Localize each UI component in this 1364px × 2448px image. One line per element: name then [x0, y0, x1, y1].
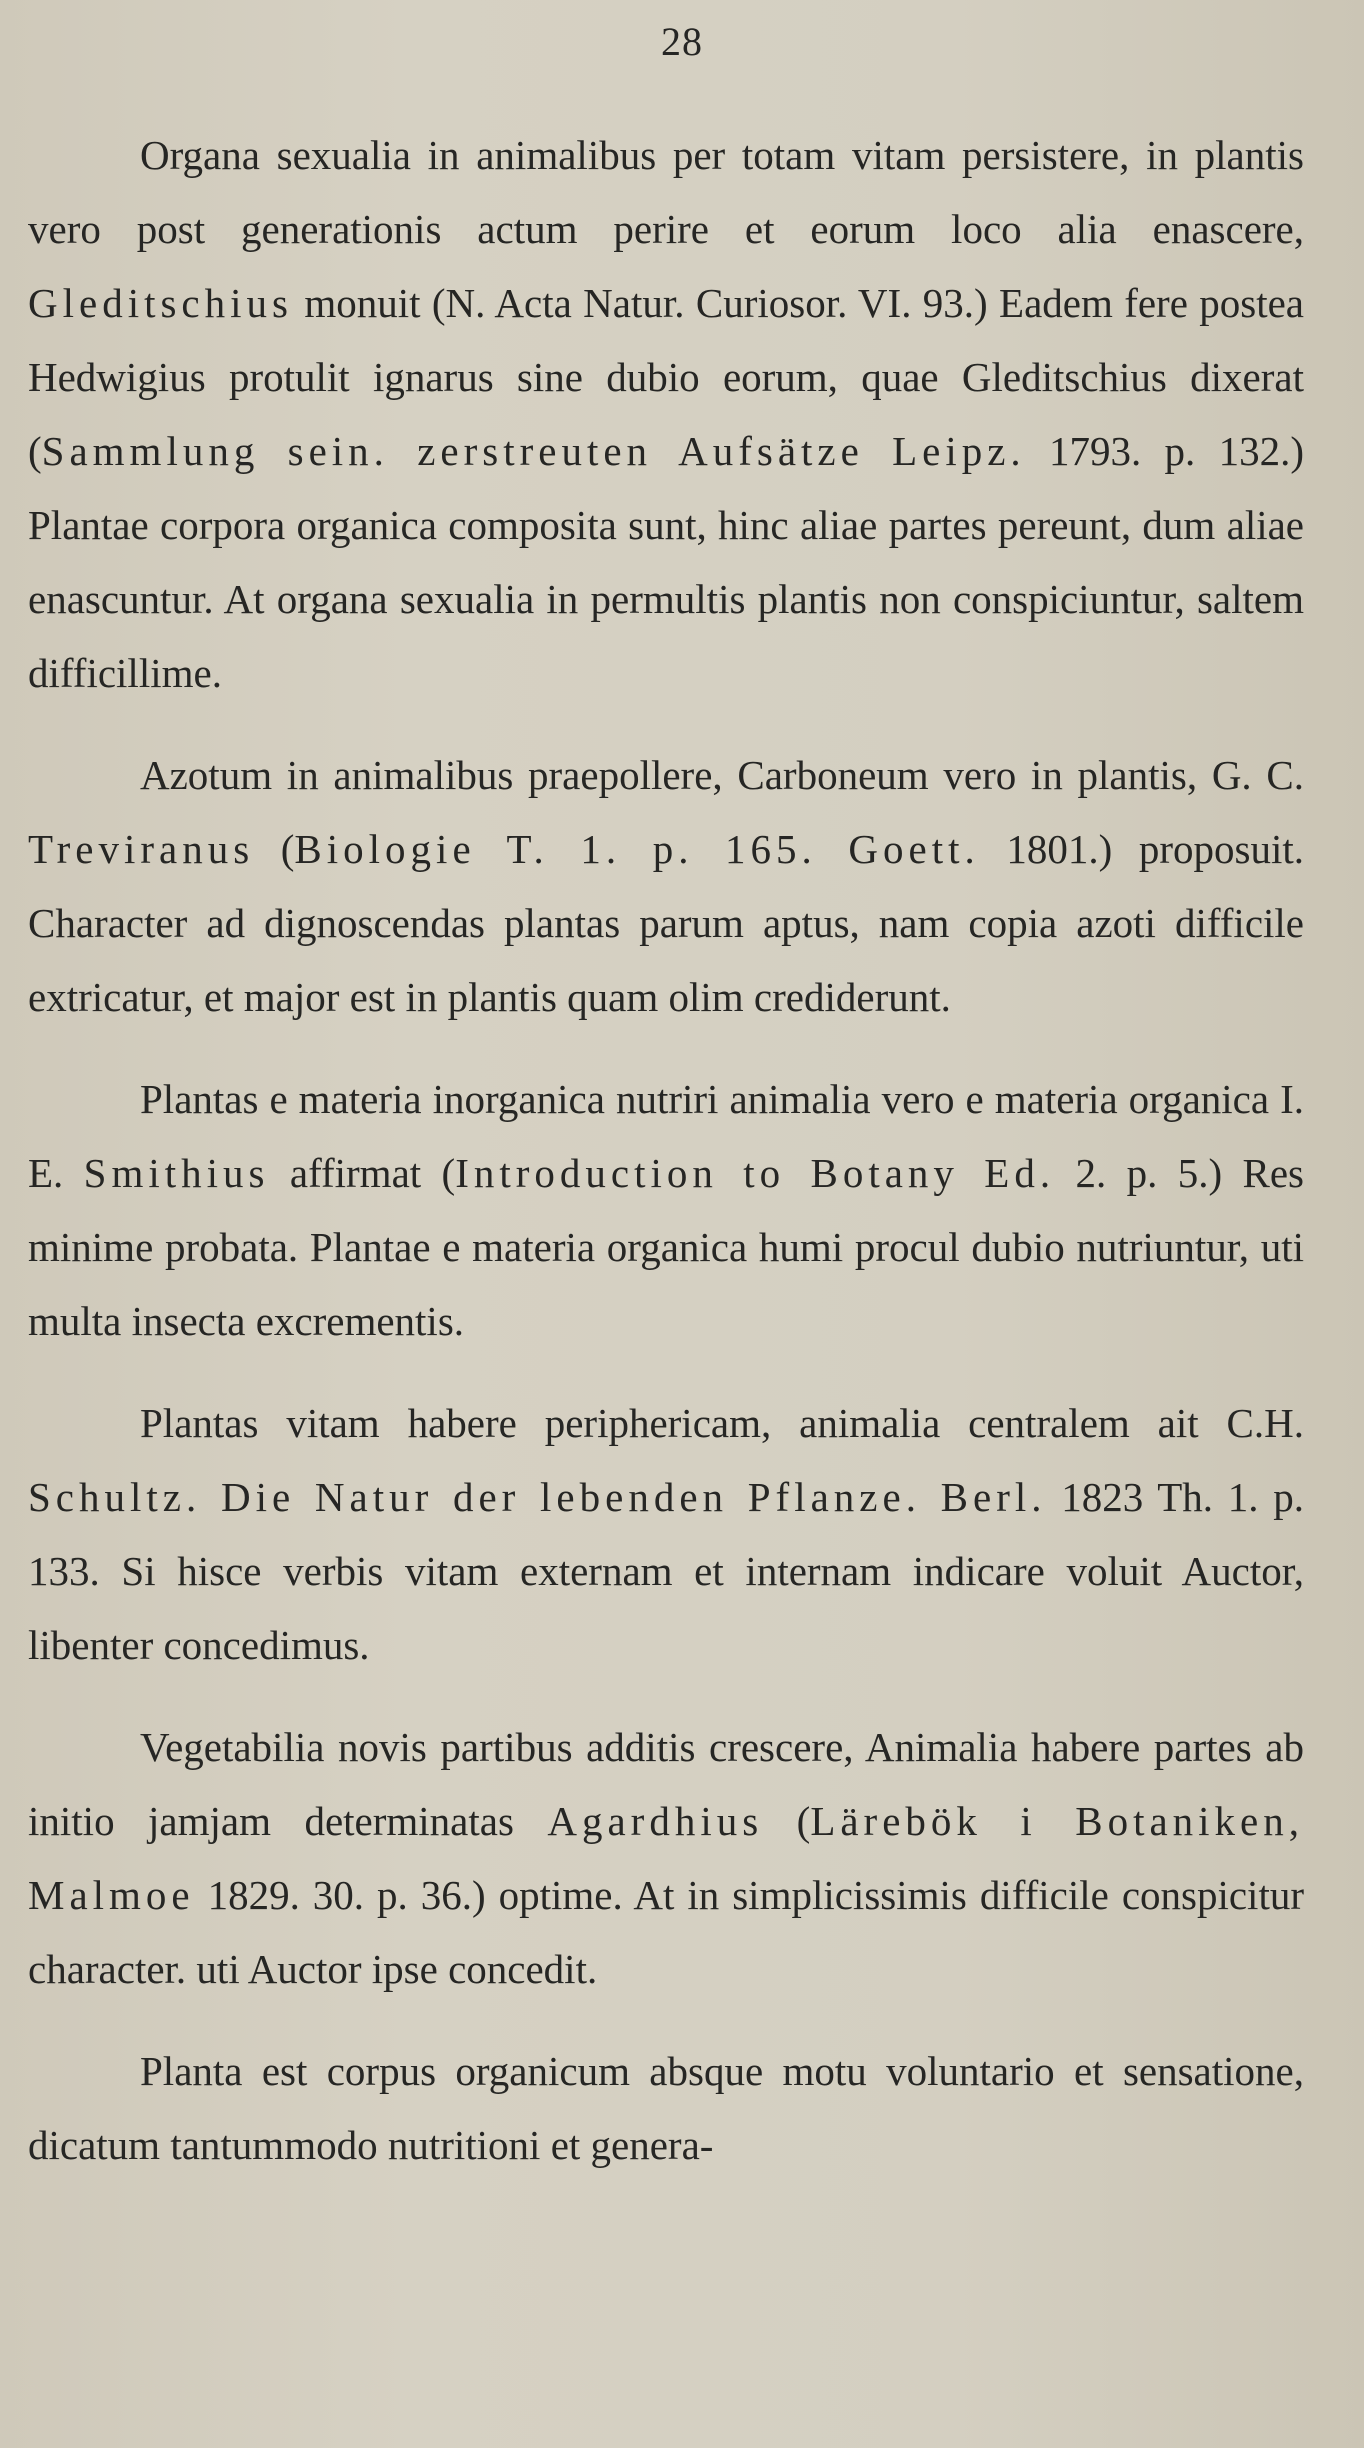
paragraph — [28, 738, 1304, 1034]
text-run: 1801.) proposuit. Character ad dignoscendas plantas parum aptus, nam copia azoti difficile extricatur, et major est in plantis quam olim crediderunt. — [28, 826, 1304, 1020]
paragraph — [28, 118, 1304, 710]
spaced-emphasis-text: Lärebök i Botaniken, Malmoe — [28, 1798, 1304, 1918]
spaced-emphasis-text: Agardhius — [547, 1798, 764, 1844]
body-text — [28, 118, 1304, 2210]
spaced-emphasis-text: Smithius — [83, 1150, 270, 1196]
paragraph — [28, 1710, 1304, 2006]
paragraph — [28, 2034, 1304, 2182]
paragraph — [28, 1386, 1304, 1682]
page-number: 28 — [661, 19, 703, 64]
text-run: Plantas e materia inorganica nutriri animalia vero e materia organica I. E. — [28, 1076, 1304, 1196]
spaced-emphasis-text: Schultz. Die Natur der lebenden Pflanze. Berl. — [28, 1474, 1047, 1520]
text-run: 2. p. 5.) Res minime probata. Plantae e materia organica humi procul dubio nutriuntur, uti multa insecta excrementis. — [28, 1150, 1304, 1344]
text-run: Planta est corpus organicum absque motu voluntario et sensatione, dicatum tantummodo nutritioni et genera- — [28, 2048, 1304, 2168]
text-run: Vegetabilia novis partibus additis crescere, Animalia habere partes ab initio jamjam determinatas — [28, 1724, 1304, 1844]
text-run: Plantas vitam habere periphericam, animalia centralem ait C.H. — [140, 1400, 1304, 1446]
text-run: affirmat ( — [269, 1150, 456, 1196]
text-run: Organa sexualia in animalibus per totam vitam persistere, in plantis vero post generationis actum perire et eorum loco alia enascere, — [28, 132, 1304, 252]
text-run: 1823 Th. 1. p. 133. Si hisce verbis vitam externam et internam indicare voluit Auctor, libenter concedimus. — [28, 1474, 1304, 1668]
text-run: Azotum in animalibus praepollere, Carboneum vero in plantis, G. C. — [140, 752, 1304, 798]
text-run: 1829. 30. p. 36.) optime. At in simplicissimis difficile conspicitur character. uti Auctor ipse concedit. — [28, 1872, 1304, 1992]
spaced-emphasis-text: Introduction to Botany Ed. — [455, 1150, 1056, 1196]
spaced-emphasis-text: Gleditschius — [28, 280, 293, 326]
paragraph — [28, 1062, 1304, 1358]
spaced-emphasis-text: Treviranus — [28, 826, 255, 872]
text-run: ( — [763, 1798, 811, 1844]
spaced-emphasis-text: Sammlung sein. zerstreuten Aufsätze Leipz. — [41, 428, 1026, 474]
text-run: monuit (N. Acta Natur. Curiosor. VI. 93.) Eadem fere postea Hedwigius protulit ignarus sine dubio eorum, quae Gleditschius dixerat ( — [28, 280, 1304, 474]
text-run: ( — [254, 826, 295, 872]
text-run: 1793. p. 132.) Plantae corpora organica composita sunt, hinc aliae partes pereunt, dum aliae enascuntur. At organa sexualia in permultis plantis non conspiciuntur, saltem difficillime. — [28, 428, 1304, 696]
spaced-emphasis-text: Biologie T. 1. p. 165. Goett. — [294, 826, 980, 872]
